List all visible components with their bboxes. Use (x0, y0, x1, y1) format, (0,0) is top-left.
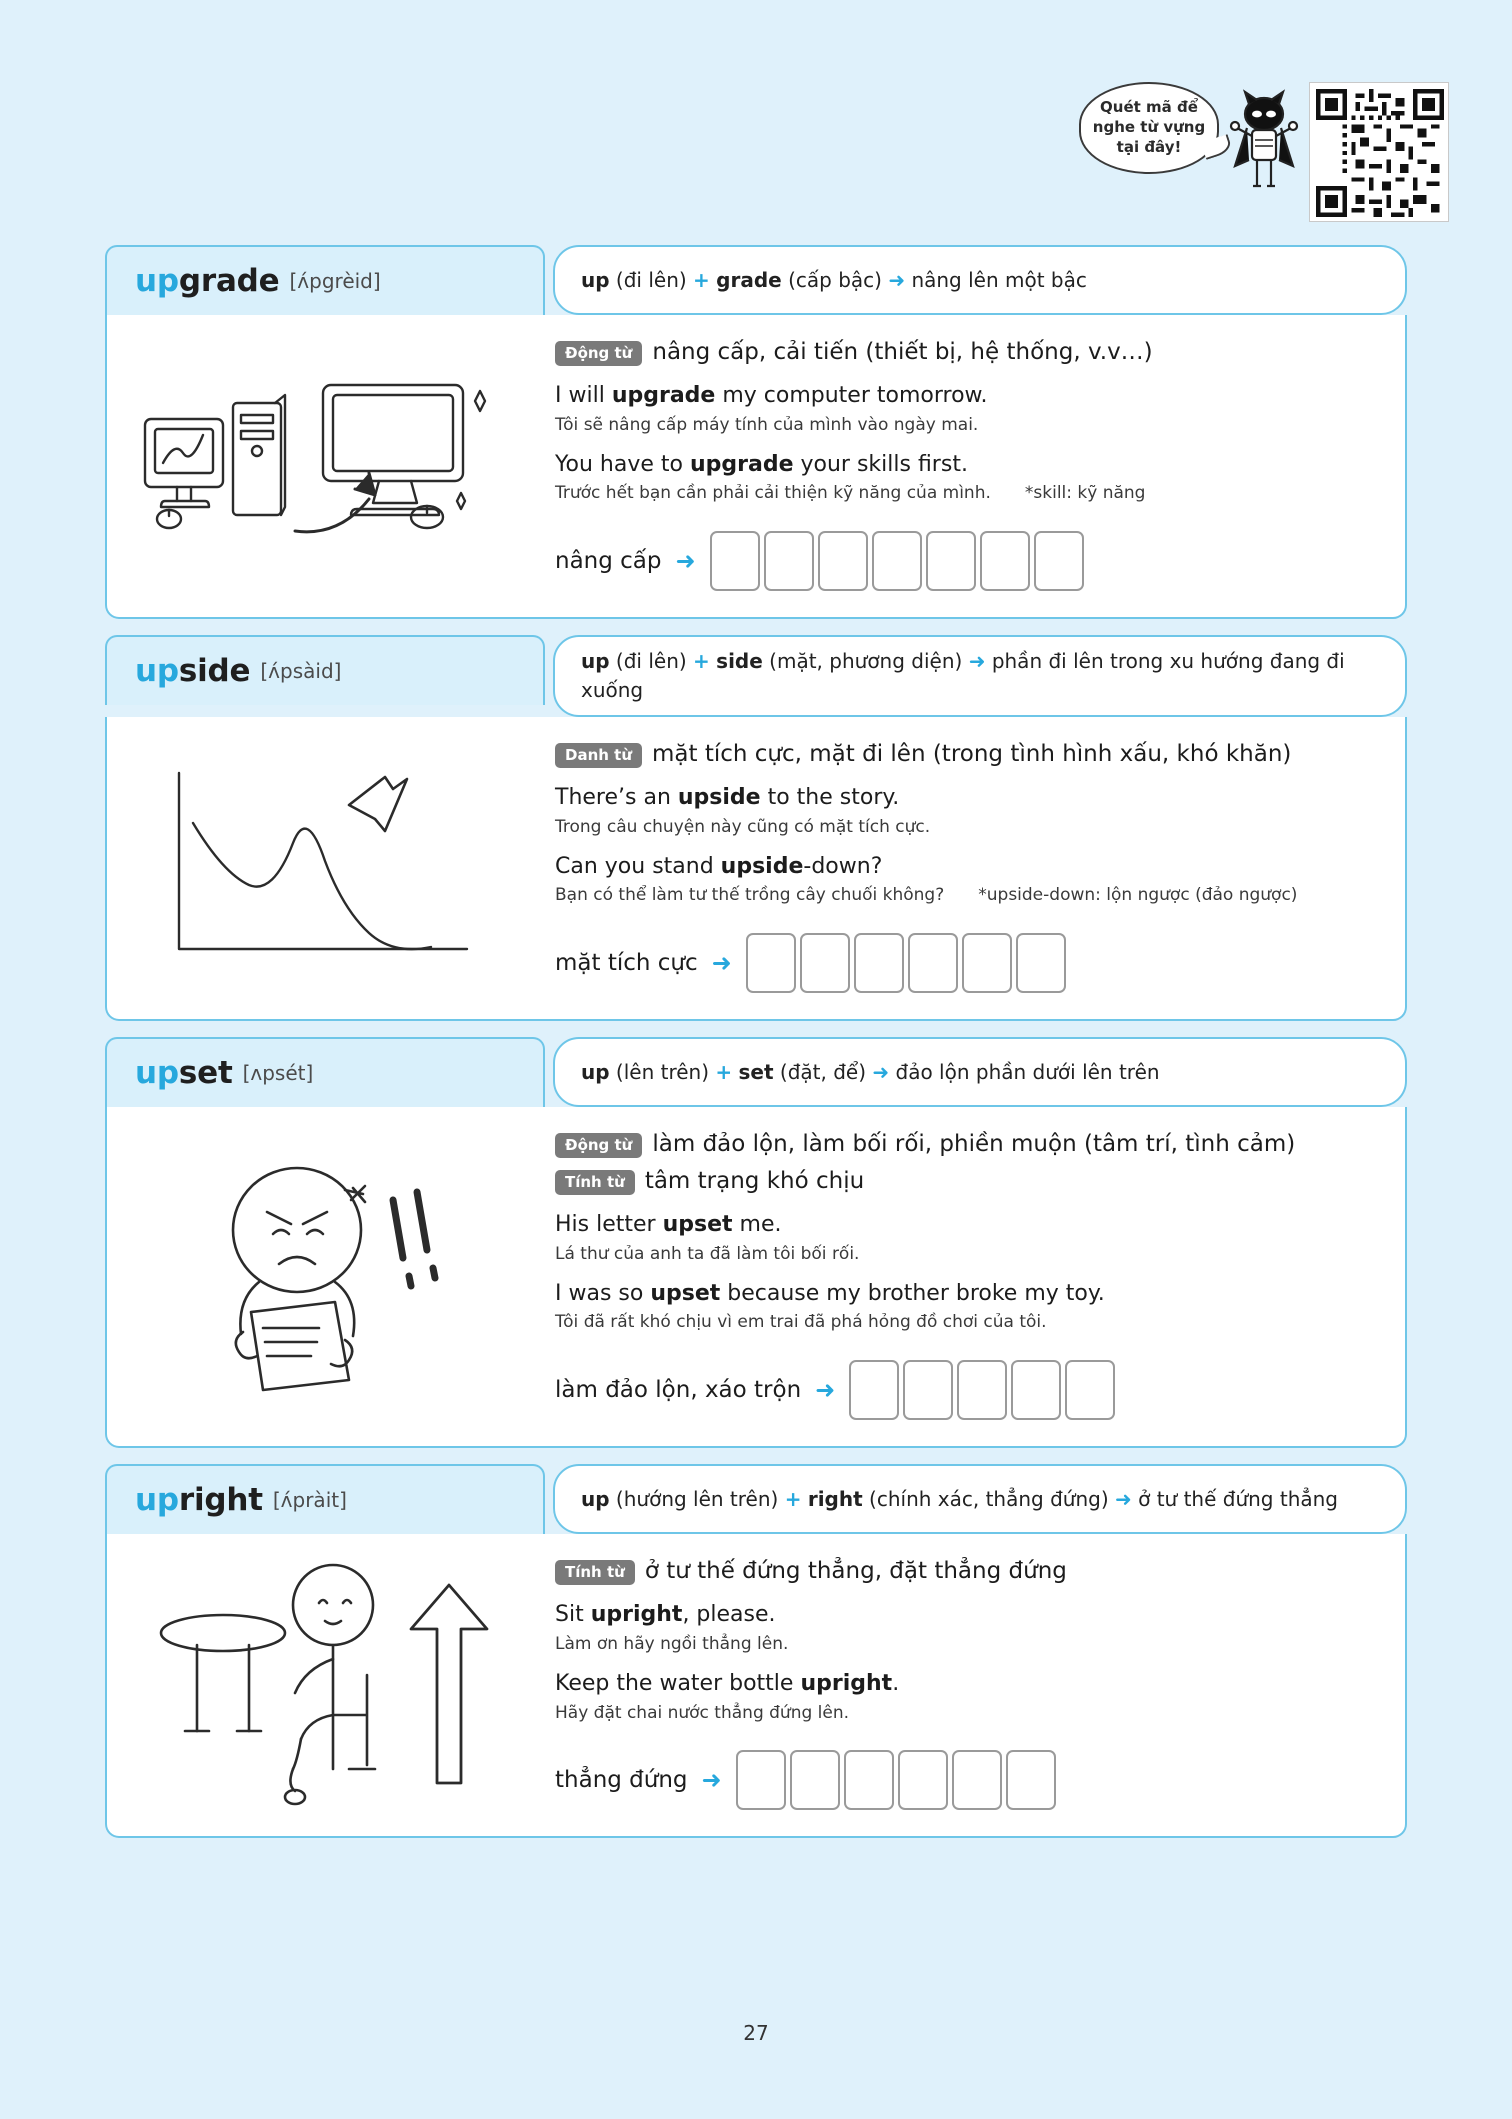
answer-row (555, 933, 1379, 993)
definition: mặt tích cực, mặt đi lên (trong tình hình xấu, khó khăn) (652, 741, 1292, 768)
entry-body (105, 315, 1407, 619)
arrow-icon: ➜ (711, 949, 732, 978)
example-sentence: I will upgrade my computer tomorrow. (555, 383, 988, 409)
angry-person-letter-illustration (107, 1107, 547, 1446)
sitting-upright-illustration (107, 1534, 547, 1836)
vocabulary-entries (105, 245, 1407, 1838)
answer-box[interactable] (962, 933, 1012, 993)
formula-word-1: up (581, 267, 610, 292)
part-of-speech-badge: Động từ (555, 1133, 642, 1158)
answer-box[interactable] (908, 933, 958, 993)
answer-prompt: làm đảo lộn, xáo trộn (555, 1377, 802, 1404)
entry-body (105, 1107, 1407, 1448)
formula-result: đảo lộn phần dưới lên trên (895, 1059, 1160, 1084)
entry-upgrade (105, 245, 1407, 619)
part-of-speech-badge: Danh từ (555, 743, 642, 768)
formula-gloss-1: (hướng lên trên) (615, 1486, 779, 1511)
vocab-note: *upside-down: lộn ngược (đảo ngược) (978, 885, 1298, 906)
entry-upside (105, 635, 1407, 1021)
sense-row (555, 739, 1379, 770)
definition: tâm trạng khó chịu (644, 1168, 865, 1195)
example-translation: Trong câu chuyện này cũng có mặt tích cực. (555, 816, 931, 837)
answer-row (555, 1750, 1379, 1810)
answer-box[interactable] (746, 933, 796, 993)
formula-word-1: up (581, 1059, 610, 1084)
arrow-icon: ➜ (815, 1376, 836, 1405)
formula-gloss-2: (đặt, để) (779, 1059, 867, 1084)
example-translation: Tôi sẽ nâng cấp máy tính của mình vào ngày mai. (555, 414, 979, 435)
arrow-icon: ➜ (888, 267, 906, 292)
arrow-icon: ➜ (701, 1766, 722, 1795)
definition: làm đảo lộn, làm bối rối, phiền muộn (tâm trí, tình cảm) (652, 1131, 1296, 1158)
pronunciation: [ʌ́psàid] (260, 659, 342, 684)
headword-box (105, 245, 545, 315)
pronunciation: [ʌ́pràit] (272, 1488, 347, 1513)
answer-box[interactable] (764, 531, 814, 591)
answer-box[interactable] (903, 1360, 953, 1420)
answer-box[interactable] (790, 1750, 840, 1810)
answer-box[interactable] (818, 531, 868, 591)
example-translation: Hãy đặt chai nước thẳng đứng lên. (555, 1702, 850, 1723)
word-formula (553, 635, 1407, 717)
entry-header (105, 1464, 1407, 1534)
part-of-speech-badge: Động từ (555, 341, 642, 366)
formula-gloss-1: (đi lên) (615, 267, 687, 292)
arrow-icon: ➜ (872, 1059, 890, 1084)
answer-box[interactable] (1065, 1360, 1115, 1420)
headword-box (105, 635, 545, 705)
plus-icon: + (693, 267, 710, 292)
entry-content (547, 1107, 1405, 1446)
answer-box[interactable] (849, 1360, 899, 1420)
answer-prompt: mặt tích cực (555, 950, 698, 977)
answer-box[interactable] (854, 933, 904, 993)
answer-box[interactable] (1011, 1360, 1061, 1420)
word-formula (553, 1037, 1407, 1107)
entry-body (105, 717, 1407, 1021)
sense-row (555, 1166, 1379, 1197)
answer-box[interactable] (872, 531, 922, 591)
formula-word-2: right (807, 1486, 863, 1511)
formula-gloss-1: (lên trên) (615, 1059, 710, 1084)
entry-upright (105, 1464, 1407, 1838)
answer-box[interactable] (1016, 933, 1066, 993)
answer-box[interactable] (898, 1750, 948, 1810)
pronunciation: [ʌpsét] (242, 1061, 314, 1086)
example-sentence: I was so upset because my brother broke my toy. (555, 1280, 1105, 1306)
formula-word-2: grade (716, 267, 782, 292)
sense-row (555, 337, 1379, 368)
example-sentence: You have to upgrade your skills first. (555, 451, 968, 477)
formula-gloss-2: (cấp bậc) (788, 267, 882, 292)
example-sentence: Sit upright, please. (555, 1602, 776, 1628)
example-translation: Làm ơn hãy ngồi thẳng lên. (555, 1634, 789, 1655)
headword-box (105, 1464, 545, 1534)
answer-box[interactable] (980, 531, 1030, 591)
example-sentence: His letter upset me. (555, 1212, 782, 1238)
formula-gloss-2: (mặt, phương diện) (769, 649, 963, 674)
headword-box (105, 1037, 545, 1107)
answer-box[interactable] (800, 933, 850, 993)
arrow-icon: ➜ (968, 649, 986, 674)
page-number: 27 (743, 2021, 769, 2045)
formula-gloss-1: (đi lên) (615, 649, 687, 674)
example-translation: Tôi đã rất khó chịu vì em trai đã phá hỏng đồ chơi của tôi. (555, 1312, 1047, 1333)
answer-box[interactable] (710, 531, 760, 591)
answer-row (555, 1360, 1379, 1420)
qr-code-icon[interactable] (1309, 82, 1449, 222)
formula-word-1: up (581, 649, 610, 674)
sense-row (555, 1556, 1379, 1587)
pronunciation: [ʌ́pgrèid] (289, 269, 381, 293)
answer-box[interactable] (926, 531, 976, 591)
example-translation: Lá thư của anh ta đã làm tôi bối rối. (555, 1243, 860, 1264)
answer-box[interactable] (736, 1750, 786, 1810)
example-sentence: Keep the water bottle upright. (555, 1670, 900, 1696)
example-sentence: There’s an upside to the story. (555, 785, 900, 811)
word-formula (553, 245, 1407, 315)
part-of-speech-badge: Tính từ (555, 1170, 635, 1195)
answer-box[interactable] (957, 1360, 1007, 1420)
headword: upset (135, 1055, 233, 1092)
formula-result: phần đi lên trong xu hướng đang đi xuống (581, 649, 1345, 703)
entry-body (105, 1534, 1407, 1838)
word-formula (553, 1464, 1407, 1534)
answer-prompt: nâng cấp (555, 548, 662, 575)
formula-word-2: side (716, 649, 763, 674)
answer-box[interactable] (844, 1750, 894, 1810)
plus-icon: + (784, 1486, 802, 1511)
answer-boxes[interactable] (710, 531, 1084, 591)
declining-graph-illustration (107, 717, 547, 1019)
example-sentence: Can you stand upside-down? (555, 853, 883, 879)
plus-icon: + (693, 649, 710, 674)
entry-header (105, 1037, 1407, 1107)
answer-box[interactable] (952, 1750, 1002, 1810)
formula-gloss-2: (chính xác, thẳng đứng) (869, 1486, 1109, 1511)
vocab-note: *skill: kỹ năng (1024, 483, 1146, 504)
headword: upright (135, 1482, 263, 1519)
arrow-icon: ➜ (1114, 1486, 1132, 1511)
answer-box[interactable] (1034, 531, 1084, 591)
entry-upset (105, 1037, 1407, 1448)
formula-word-2: set (738, 1059, 774, 1084)
entry-content (547, 1534, 1405, 1836)
answer-boxes[interactable] (736, 1750, 1056, 1810)
part-of-speech-badge: Tính từ (555, 1560, 635, 1585)
arrow-icon: ➜ (675, 547, 696, 576)
definition: nâng cấp, cải tiến (thiết bị, hệ thống, v.v…) (652, 339, 1153, 365)
answer-box[interactable] (1006, 1750, 1056, 1810)
headword: upside (135, 653, 251, 690)
entry-header (105, 245, 1407, 315)
example-translation: Bạn có thể làm tư thế trồng cây chuối không? *upside-down: lộn ngược (đảo ngược) (555, 885, 1298, 906)
plus-icon: + (715, 1059, 733, 1084)
entry-header (105, 635, 1407, 717)
headword: upgrade (135, 263, 280, 299)
answer-boxes[interactable] (746, 933, 1066, 993)
entry-content (547, 717, 1405, 1019)
scan-instruction-text: Quét mã để nghe từ vựng tại đây! (1092, 98, 1206, 156)
audio-qr-block (1079, 82, 1449, 222)
sense-row (555, 1129, 1379, 1160)
answer-prompt: thẳng đứng (555, 1767, 688, 1794)
superhero-mascot-icon (1227, 88, 1301, 196)
computer-upgrade-illustration (107, 315, 547, 617)
entry-content (547, 315, 1405, 617)
example-translation: Trước hết bạn cần phải cải thiện kỹ năng của mình. *skill: kỹ năng (555, 483, 1146, 504)
answer-boxes[interactable] (849, 1360, 1115, 1420)
formula-word-1: up (581, 1486, 610, 1511)
formula-result: nâng lên một bậc (911, 267, 1087, 292)
formula-result: ở tư thế đứng thẳng (1138, 1486, 1339, 1511)
answer-row (555, 531, 1379, 591)
scan-instruction-bubble (1079, 82, 1219, 174)
definition: ở tư thế đứng thẳng, đặt thẳng đứng (644, 1558, 1067, 1585)
